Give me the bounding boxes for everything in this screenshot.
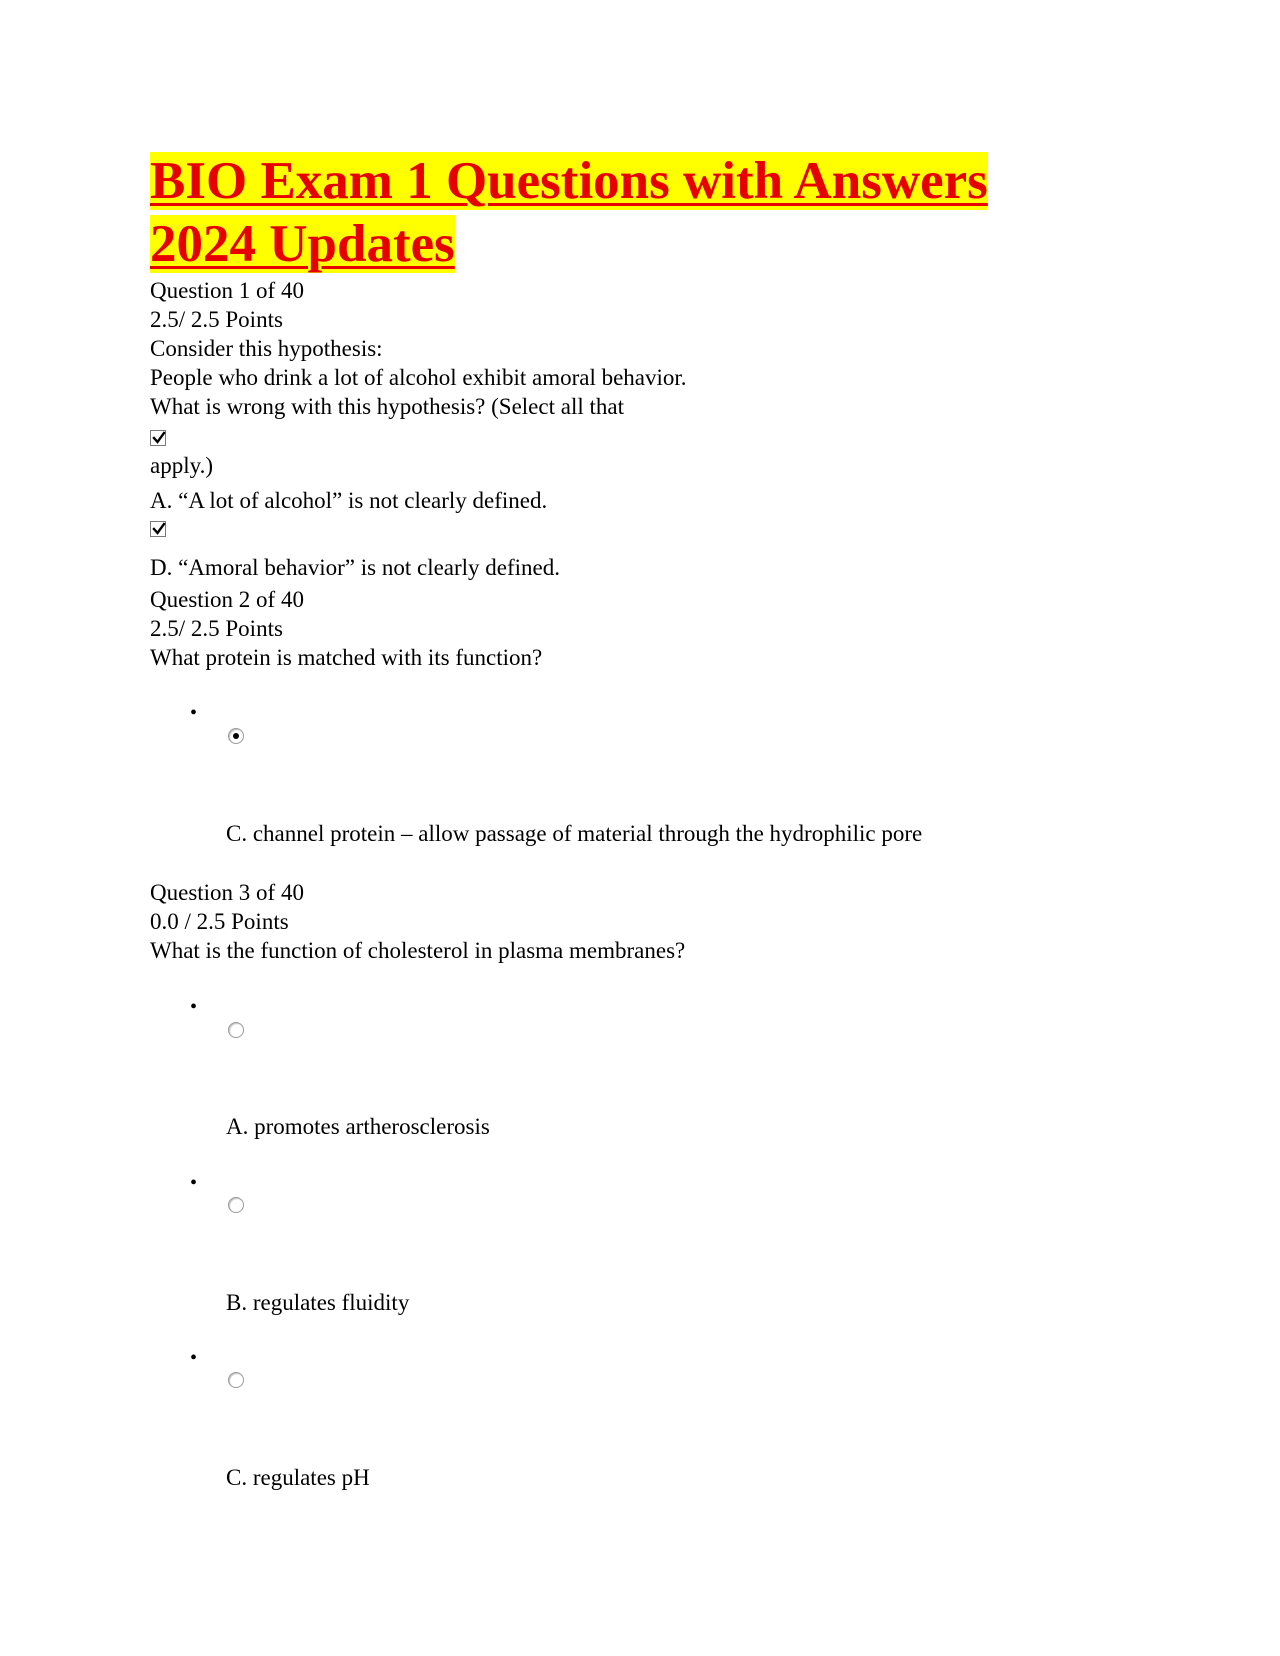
question-prompt: What protein is matched with its function?: [150, 645, 543, 670]
question-prompt-line: What is wrong with this hypothesis? (Select all that: [150, 394, 624, 419]
option-text: A. promotes artherosclerosis: [226, 1114, 490, 1139]
bullet-icon: •: [190, 702, 198, 724]
question-prompt-line: apply.): [150, 453, 214, 478]
question-header: Question 3 of 40: [150, 880, 304, 905]
answer-checkbox[interactable]: [150, 521, 170, 541]
answer-text: D. “Amoral behavior” is not clearly defined.: [150, 555, 561, 580]
answer-item: [150, 553, 1150, 582]
answer-checkbox[interactable]: [150, 430, 170, 450]
radio-dot: [233, 733, 239, 739]
answer-text: A. “A lot of alcohol” is not clearly defined.: [150, 488, 548, 513]
option-text: B. regulates fluidity: [226, 1290, 410, 1315]
option-text: C. regulates pH: [226, 1465, 370, 1490]
question-1-continued: [150, 451, 1150, 480]
question-prompt-line: People who drink a lot of alcohol exhibit amoral behavior.: [150, 365, 687, 390]
question-3: [150, 878, 1150, 965]
question-points: 2.5/ 2.5 Points: [150, 307, 283, 332]
question-points: 0.0 / 2.5 Points: [150, 909, 289, 934]
answer-item: [150, 486, 1150, 515]
question-points: 2.5/ 2.5 Points: [150, 616, 283, 641]
bullet-icon: •: [190, 1172, 198, 1194]
option-text: C. channel protein – allow passage of material through the hydrophilic pore: [226, 821, 923, 846]
radio-unselected-icon[interactable]: [228, 1022, 244, 1038]
question-1: [150, 276, 1150, 421]
question-prompt-line: Consider this hypothesis:: [150, 336, 383, 361]
radio-unselected-icon[interactable]: [228, 1372, 244, 1388]
radio-unselected-icon[interactable]: [228, 1197, 244, 1213]
question-prompt: What is the function of cholesterol in plasma membranes?: [150, 938, 686, 963]
question-header: Question 2 of 40: [150, 587, 304, 612]
bullet-icon: •: [190, 996, 198, 1018]
question-header: Question 1 of 40: [150, 278, 304, 303]
checkbox-checked-icon: [150, 430, 166, 446]
bullet-icon: •: [190, 1347, 198, 1369]
radio-selected-icon[interactable]: [228, 728, 244, 744]
document-title-text: BIO Exam 1 Questions with Answers 2024 Updates: [150, 152, 988, 273]
question-2: [150, 585, 1150, 672]
checkbox-checked-icon: [150, 521, 166, 537]
document-title: [150, 150, 1050, 276]
